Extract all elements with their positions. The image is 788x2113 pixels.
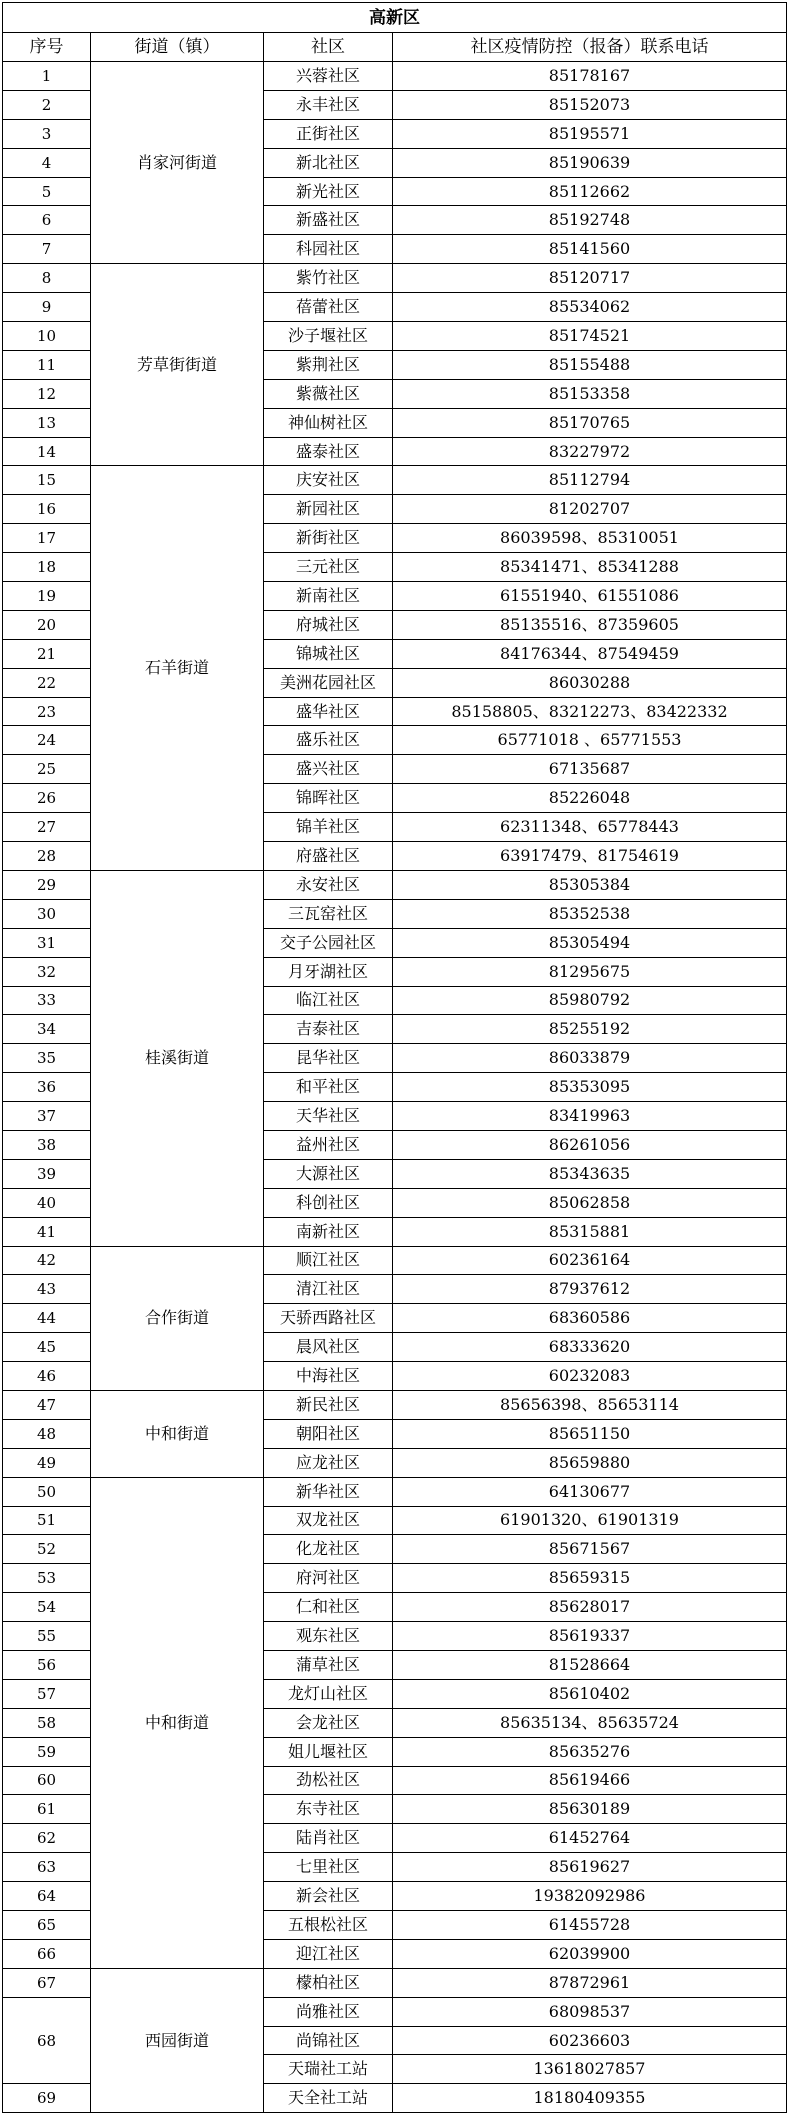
phone-cell: 85195571 (393, 119, 787, 148)
seq-cell: 4 (3, 148, 91, 177)
community-cell: 永安社区 (264, 870, 393, 899)
phone-cell: 60236603 (393, 2026, 787, 2055)
community-cell: 府盛社区 (264, 842, 393, 871)
seq-cell: 8 (3, 264, 91, 293)
seq-cell: 45 (3, 1333, 91, 1362)
table-row (3, 1968, 787, 1997)
street-cell: 西园街道 (91, 1968, 264, 2112)
phone-cell: 86261056 (393, 1130, 787, 1159)
table-row (3, 1390, 787, 1419)
phone-cell: 81202707 (393, 495, 787, 524)
phone-cell: 85305494 (393, 928, 787, 957)
phone-cell: 85619466 (393, 1766, 787, 1795)
phone-cell: 86033879 (393, 1044, 787, 1073)
seq-cell: 39 (3, 1159, 91, 1188)
phone-cell: 85226048 (393, 784, 787, 813)
community-cell: 天瑞社工站 (264, 2055, 393, 2084)
header-street: 街道（镇） (91, 33, 264, 62)
title-row (3, 3, 787, 33)
seq-cell: 33 (3, 986, 91, 1015)
seq-cell: 19 (3, 582, 91, 611)
phone-cell: 62039900 (393, 1939, 787, 1968)
table-body (3, 62, 787, 2113)
community-cell: 顺江社区 (264, 1246, 393, 1275)
table-row (3, 1477, 787, 1506)
phone-cell: 85619627 (393, 1853, 787, 1882)
community-cell: 应龙社区 (264, 1448, 393, 1477)
phone-cell: 85152073 (393, 90, 787, 119)
seq-cell: 41 (3, 1217, 91, 1246)
header-community: 社区 (264, 33, 393, 62)
seq-cell: 50 (3, 1477, 91, 1506)
seq-cell: 69 (3, 2084, 91, 2113)
seq-cell: 60 (3, 1766, 91, 1795)
phone-cell: 85255192 (393, 1015, 787, 1044)
seq-cell: 66 (3, 1939, 91, 1968)
seq-cell: 57 (3, 1679, 91, 1708)
community-cell: 三元社区 (264, 553, 393, 582)
phone-cell: 64130677 (393, 1477, 787, 1506)
phone-cell: 85980792 (393, 986, 787, 1015)
community-cell: 临江社区 (264, 986, 393, 1015)
community-cell: 天华社区 (264, 1102, 393, 1131)
community-cell: 锦晖社区 (264, 784, 393, 813)
phone-cell: 83419963 (393, 1102, 787, 1131)
street-cell: 合作街道 (91, 1246, 264, 1390)
table-title: 高新区 (3, 3, 787, 33)
community-cell: 新北社区 (264, 148, 393, 177)
community-cell: 科园社区 (264, 235, 393, 264)
seq-cell: 1 (3, 62, 91, 91)
seq-cell: 48 (3, 1419, 91, 1448)
community-cell: 劲松社区 (264, 1766, 393, 1795)
street-cell: 中和街道 (91, 1477, 264, 1968)
seq-cell: 11 (3, 350, 91, 379)
community-cell: 大源社区 (264, 1159, 393, 1188)
seq-cell: 26 (3, 784, 91, 813)
community-cell: 盛乐社区 (264, 726, 393, 755)
community-cell: 新民社区 (264, 1390, 393, 1419)
community-cell: 南新社区 (264, 1217, 393, 1246)
seq-cell: 64 (3, 1882, 91, 1911)
seq-cell: 61 (3, 1795, 91, 1824)
community-cell: 庆安社区 (264, 466, 393, 495)
seq-cell: 62 (3, 1824, 91, 1853)
community-cell: 观东社区 (264, 1622, 393, 1651)
phone-cell: 85170765 (393, 408, 787, 437)
community-cell: 五根松社区 (264, 1911, 393, 1940)
seq-cell: 17 (3, 524, 91, 553)
phone-cell: 85659315 (393, 1564, 787, 1593)
seq-cell: 55 (3, 1622, 91, 1651)
phone-cell: 61901320、61901319 (393, 1506, 787, 1535)
community-cell: 沙子堰社区 (264, 322, 393, 351)
phone-cell: 60232083 (393, 1362, 787, 1391)
phone-cell: 81528664 (393, 1650, 787, 1679)
community-cell: 新盛社区 (264, 206, 393, 235)
community-cell: 交子公园社区 (264, 928, 393, 957)
phone-cell: 85120717 (393, 264, 787, 293)
header-phone: 社区疫情防控（报备）联系电话 (393, 33, 787, 62)
phone-cell: 85178167 (393, 62, 787, 91)
community-cell: 仁和社区 (264, 1593, 393, 1622)
phone-cell: 61455728 (393, 1911, 787, 1940)
seq-cell: 36 (3, 1073, 91, 1102)
community-cell: 清江社区 (264, 1275, 393, 1304)
phone-cell: 85062858 (393, 1188, 787, 1217)
seq-cell: 29 (3, 870, 91, 899)
seq-cell: 27 (3, 813, 91, 842)
phone-cell: 84176344、87549459 (393, 639, 787, 668)
phone-cell: 68098537 (393, 1997, 787, 2026)
street-cell: 桂溪街道 (91, 870, 264, 1246)
community-cell: 锦城社区 (264, 639, 393, 668)
community-cell: 东寺社区 (264, 1795, 393, 1824)
phone-cell: 68333620 (393, 1333, 787, 1362)
community-cell: 七里社区 (264, 1853, 393, 1882)
phone-cell: 85353095 (393, 1073, 787, 1102)
community-cell: 姐儿堰社区 (264, 1737, 393, 1766)
phone-cell: 85192748 (393, 206, 787, 235)
phone-cell: 85651150 (393, 1419, 787, 1448)
community-cell: 陆肖社区 (264, 1824, 393, 1853)
phone-cell: 19382092986 (393, 1882, 787, 1911)
community-cell: 府河社区 (264, 1564, 393, 1593)
community-cell: 新园社区 (264, 495, 393, 524)
community-cell: 美洲花园社区 (264, 668, 393, 697)
community-cell: 紫荆社区 (264, 350, 393, 379)
seq-cell: 10 (3, 322, 91, 351)
community-cell: 吉泰社区 (264, 1015, 393, 1044)
phone-cell: 85305384 (393, 870, 787, 899)
seq-cell: 32 (3, 957, 91, 986)
phone-cell: 85635276 (393, 1737, 787, 1766)
seq-cell: 40 (3, 1188, 91, 1217)
table-row (3, 62, 787, 91)
street-cell: 石羊街道 (91, 466, 264, 870)
phone-cell: 85315881 (393, 1217, 787, 1246)
table-row (3, 466, 787, 495)
community-cell: 晨风社区 (264, 1333, 393, 1362)
table-row (3, 1246, 787, 1275)
community-cell: 龙灯山社区 (264, 1679, 393, 1708)
seq-cell: 51 (3, 1506, 91, 1535)
community-cell: 新光社区 (264, 177, 393, 206)
seq-cell: 38 (3, 1130, 91, 1159)
community-cell: 永丰社区 (264, 90, 393, 119)
seq-cell: 18 (3, 553, 91, 582)
seq-cell: 22 (3, 668, 91, 697)
seq-cell: 56 (3, 1650, 91, 1679)
header-row (3, 33, 787, 62)
community-cell: 盛华社区 (264, 697, 393, 726)
phone-cell: 83227972 (393, 437, 787, 466)
community-cell: 益州社区 (264, 1130, 393, 1159)
phone-cell: 18180409355 (393, 2084, 787, 2113)
phone-cell: 85155488 (393, 350, 787, 379)
phone-cell: 87937612 (393, 1275, 787, 1304)
phone-cell: 85112662 (393, 177, 787, 206)
community-cell: 新南社区 (264, 582, 393, 611)
community-cell: 紫薇社区 (264, 379, 393, 408)
table-row (3, 870, 787, 899)
phone-cell: 85141560 (393, 235, 787, 264)
community-cell: 紫竹社区 (264, 264, 393, 293)
seq-cell: 9 (3, 293, 91, 322)
community-cell: 月牙湖社区 (264, 957, 393, 986)
phone-cell: 87872961 (393, 1968, 787, 1997)
seq-cell: 67 (3, 1968, 91, 1997)
seq-cell: 30 (3, 899, 91, 928)
seq-cell: 25 (3, 755, 91, 784)
seq-cell: 3 (3, 119, 91, 148)
phone-cell: 85635134、85635724 (393, 1708, 787, 1737)
seq-cell: 7 (3, 235, 91, 264)
community-cell: 盛兴社区 (264, 755, 393, 784)
phone-cell: 68360586 (393, 1304, 787, 1333)
community-cell: 神仙树社区 (264, 408, 393, 437)
contact-table (2, 2, 787, 2113)
community-cell: 府城社区 (264, 610, 393, 639)
seq-cell: 53 (3, 1564, 91, 1593)
community-cell: 新街社区 (264, 524, 393, 553)
seq-cell: 59 (3, 1737, 91, 1766)
street-cell: 中和街道 (91, 1390, 264, 1477)
seq-cell: 63 (3, 1853, 91, 1882)
seq-cell: 15 (3, 466, 91, 495)
seq-cell: 68 (3, 1997, 91, 2084)
community-cell: 中海社区 (264, 1362, 393, 1391)
seq-cell: 58 (3, 1708, 91, 1737)
seq-cell: 20 (3, 610, 91, 639)
phone-cell: 85158805、83212273、83422332 (393, 697, 787, 726)
community-cell: 昆华社区 (264, 1044, 393, 1073)
table-row (3, 264, 787, 293)
community-cell: 蓓蕾社区 (264, 293, 393, 322)
street-cell: 肖家河街道 (91, 62, 264, 264)
community-cell: 盛泰社区 (264, 437, 393, 466)
phone-cell: 67135687 (393, 755, 787, 784)
phone-cell: 85628017 (393, 1593, 787, 1622)
seq-cell: 47 (3, 1390, 91, 1419)
phone-cell: 85153358 (393, 379, 787, 408)
phone-cell: 85656398、85653114 (393, 1390, 787, 1419)
community-cell: 化龙社区 (264, 1535, 393, 1564)
phone-cell: 85352538 (393, 899, 787, 928)
phone-cell: 85610402 (393, 1679, 787, 1708)
seq-cell: 31 (3, 928, 91, 957)
seq-cell: 12 (3, 379, 91, 408)
community-cell: 新华社区 (264, 1477, 393, 1506)
community-cell: 蒲草社区 (264, 1650, 393, 1679)
seq-cell: 37 (3, 1102, 91, 1131)
community-cell: 会龙社区 (264, 1708, 393, 1737)
seq-cell: 49 (3, 1448, 91, 1477)
seq-cell: 52 (3, 1535, 91, 1564)
phone-cell: 60236164 (393, 1246, 787, 1275)
phone-cell: 85112794 (393, 466, 787, 495)
phone-cell: 85630189 (393, 1795, 787, 1824)
phone-cell: 85190639 (393, 148, 787, 177)
community-cell: 新会社区 (264, 1882, 393, 1911)
phone-cell: 85174521 (393, 322, 787, 351)
phone-cell: 81295675 (393, 957, 787, 986)
community-cell: 尚锦社区 (264, 2026, 393, 2055)
community-cell: 双龙社区 (264, 1506, 393, 1535)
phone-cell: 85343635 (393, 1159, 787, 1188)
community-cell: 兴蓉社区 (264, 62, 393, 91)
community-cell: 三瓦窑社区 (264, 899, 393, 928)
seq-cell: 34 (3, 1015, 91, 1044)
seq-cell: 14 (3, 437, 91, 466)
community-cell: 天全社工站 (264, 2084, 393, 2113)
community-cell: 正街社区 (264, 119, 393, 148)
phone-cell: 63917479、81754619 (393, 842, 787, 871)
seq-cell: 44 (3, 1304, 91, 1333)
phone-cell: 85341471、85341288 (393, 553, 787, 582)
phone-cell: 85135516、87359605 (393, 610, 787, 639)
seq-cell: 65 (3, 1911, 91, 1940)
phone-cell: 86030288 (393, 668, 787, 697)
seq-cell: 13 (3, 408, 91, 437)
phone-cell: 85659880 (393, 1448, 787, 1477)
seq-cell: 43 (3, 1275, 91, 1304)
phone-cell: 13618027857 (393, 2055, 787, 2084)
phone-cell: 85534062 (393, 293, 787, 322)
street-cell: 芳草街街道 (91, 264, 264, 466)
seq-cell: 2 (3, 90, 91, 119)
phone-cell: 62311348、65778443 (393, 813, 787, 842)
phone-cell: 86039598、85310051 (393, 524, 787, 553)
seq-cell: 5 (3, 177, 91, 206)
seq-cell: 46 (3, 1362, 91, 1391)
phone-cell: 85671567 (393, 1535, 787, 1564)
seq-cell: 35 (3, 1044, 91, 1073)
phone-cell: 61551940、61551086 (393, 582, 787, 611)
seq-cell: 6 (3, 206, 91, 235)
seq-cell: 24 (3, 726, 91, 755)
community-cell: 檬柏社区 (264, 1968, 393, 1997)
phone-cell: 85619337 (393, 1622, 787, 1651)
community-cell: 锦羊社区 (264, 813, 393, 842)
seq-cell: 23 (3, 697, 91, 726)
seq-cell: 28 (3, 842, 91, 871)
community-cell: 天骄西路社区 (264, 1304, 393, 1333)
phone-cell: 65771018 、65771553 (393, 726, 787, 755)
header-seq: 序号 (3, 33, 91, 62)
seq-cell: 42 (3, 1246, 91, 1275)
community-cell: 尚雅社区 (264, 1997, 393, 2026)
seq-cell: 54 (3, 1593, 91, 1622)
community-cell: 朝阳社区 (264, 1419, 393, 1448)
community-cell: 科创社区 (264, 1188, 393, 1217)
community-cell: 迎江社区 (264, 1939, 393, 1968)
phone-cell: 61452764 (393, 1824, 787, 1853)
community-cell: 和平社区 (264, 1073, 393, 1102)
seq-cell: 21 (3, 639, 91, 668)
seq-cell: 16 (3, 495, 91, 524)
